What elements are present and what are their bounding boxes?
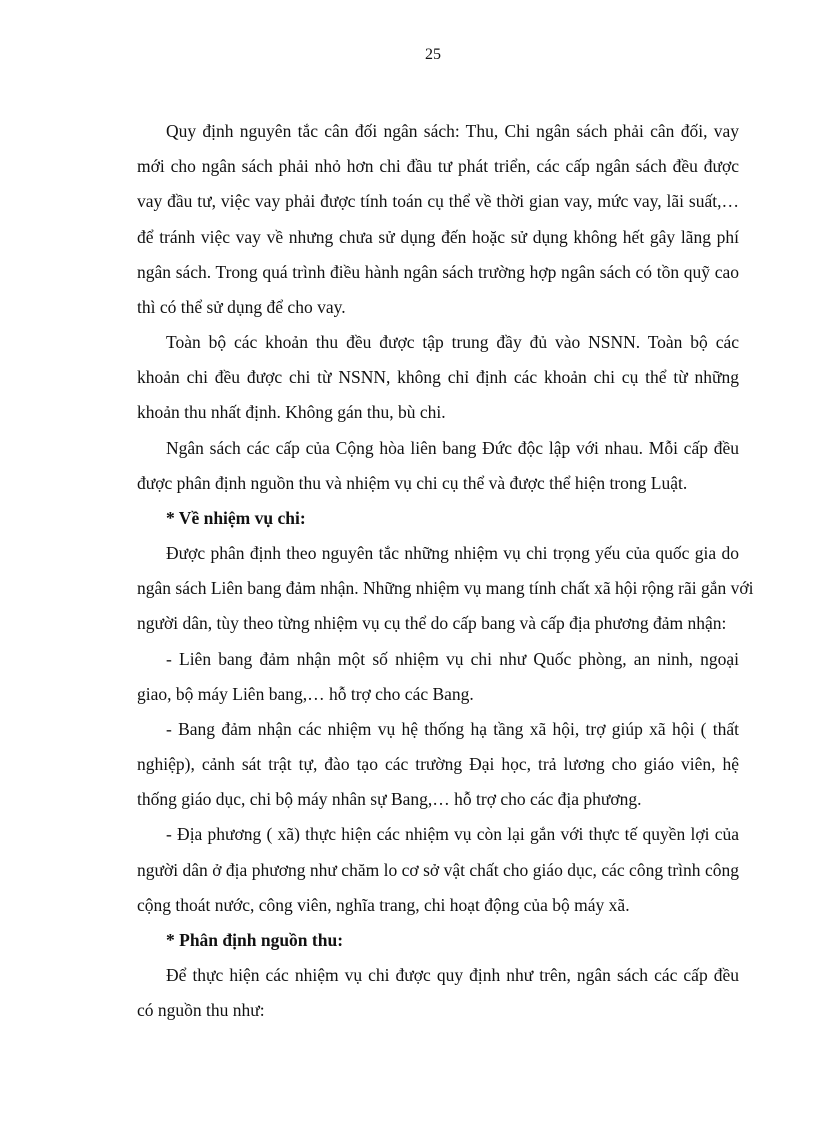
- text-line: vay đầu tư, việc vay phải được tính toán cụ thể về thời gian vay, mức vay, lãi suất,…: [137, 191, 739, 211]
- text-line: khoản chi đều được chi từ NSNN, không chỉ định các khoản chi cụ thể từ những: [137, 367, 739, 387]
- text-line: để tránh việc vay về nhưng chưa sử dụng đến hoặc sử dụng không hết gây lãng phí: [137, 227, 739, 247]
- text-line: người dân ở địa phương như chăm lo cơ sở vật chất cho giáo dục, các công trình công: [137, 860, 739, 880]
- text-line: Toàn bộ các khoản thu đều được tập trung đầy đủ vào NSNN. Toàn bộ các: [166, 332, 739, 352]
- text-line: khoản thu nhất định. Không gán thu, bù chi.: [137, 402, 446, 422]
- text-line: - Bang đảm nhận các nhiệm vụ hệ thống hạ tầng xã hội, trợ giúp xã hội ( thất: [166, 719, 739, 739]
- text-line: được phân định nguồn thu và nhiệm vụ chi cụ thể và được thể hiện trong Luật.: [137, 473, 688, 493]
- text-line: - Liên bang đảm nhận một số nhiệm vụ chi như Quốc phòng, an ninh, ngoại: [166, 649, 739, 669]
- page-number: 25: [425, 46, 441, 63]
- text-line: mới cho ngân sách phải nhỏ hơn chi đầu tư phát triển, các cấp ngân sách đều được: [137, 156, 739, 176]
- text-line: người dân, tùy theo từng nhiệm vụ cụ thể do cấp bang và cấp địa phương đảm nhận:: [137, 613, 727, 633]
- text-line: - Địa phương ( xã) thực hiện các nhiệm vụ còn lại gắn với thực tế quyền lợi của: [166, 824, 739, 844]
- text-line: cộng thoát nước, công viên, nghĩa trang, chi hoạt động của bộ máy xã.: [137, 895, 630, 915]
- text-line: nghiệp), cảnh sát trật tự, đào tạo các trường Đại học, trả lương cho giáo viên, hệ: [137, 754, 739, 774]
- text-line: Để thực hiện các nhiệm vụ chi được quy định như trên, ngân sách các cấp đều: [166, 965, 739, 985]
- section-heading: * Phân định nguồn thu:: [166, 930, 344, 950]
- text-line: ngân sách Liên bang đảm nhận. Những nhiệm vụ mang tính chất xã hội rộng rãi gắn với: [137, 578, 754, 598]
- text-line: thống giáo dục, chi bộ máy nhân sự Bang,… hỗ trợ cho các địa phương.: [137, 789, 642, 809]
- text-line: giao, bộ máy Liên bang,… hỗ trợ cho các Bang.: [137, 684, 474, 704]
- text-line: Được phân định theo nguyên tắc những nhiệm vụ chi trọng yếu của quốc gia do: [166, 543, 739, 563]
- text-line: Ngân sách các cấp của Cộng hòa liên bang Đức độc lập với nhau. Mỗi cấp đều: [166, 438, 739, 458]
- text-line: Quy định nguyên tắc cân đối ngân sách: Thu, Chi ngân sách phải cân đối, vay: [166, 121, 739, 141]
- text-line: có nguồn thu như:: [137, 1000, 265, 1020]
- section-heading: * Về nhiệm vụ chi:: [166, 508, 306, 528]
- text-line: ngân sách. Trong quá trình điều hành ngân sách trường hợp ngân sách có tồn quỹ cao: [137, 262, 739, 282]
- text-line: thì có thể sử dụng để cho vay.: [137, 297, 346, 317]
